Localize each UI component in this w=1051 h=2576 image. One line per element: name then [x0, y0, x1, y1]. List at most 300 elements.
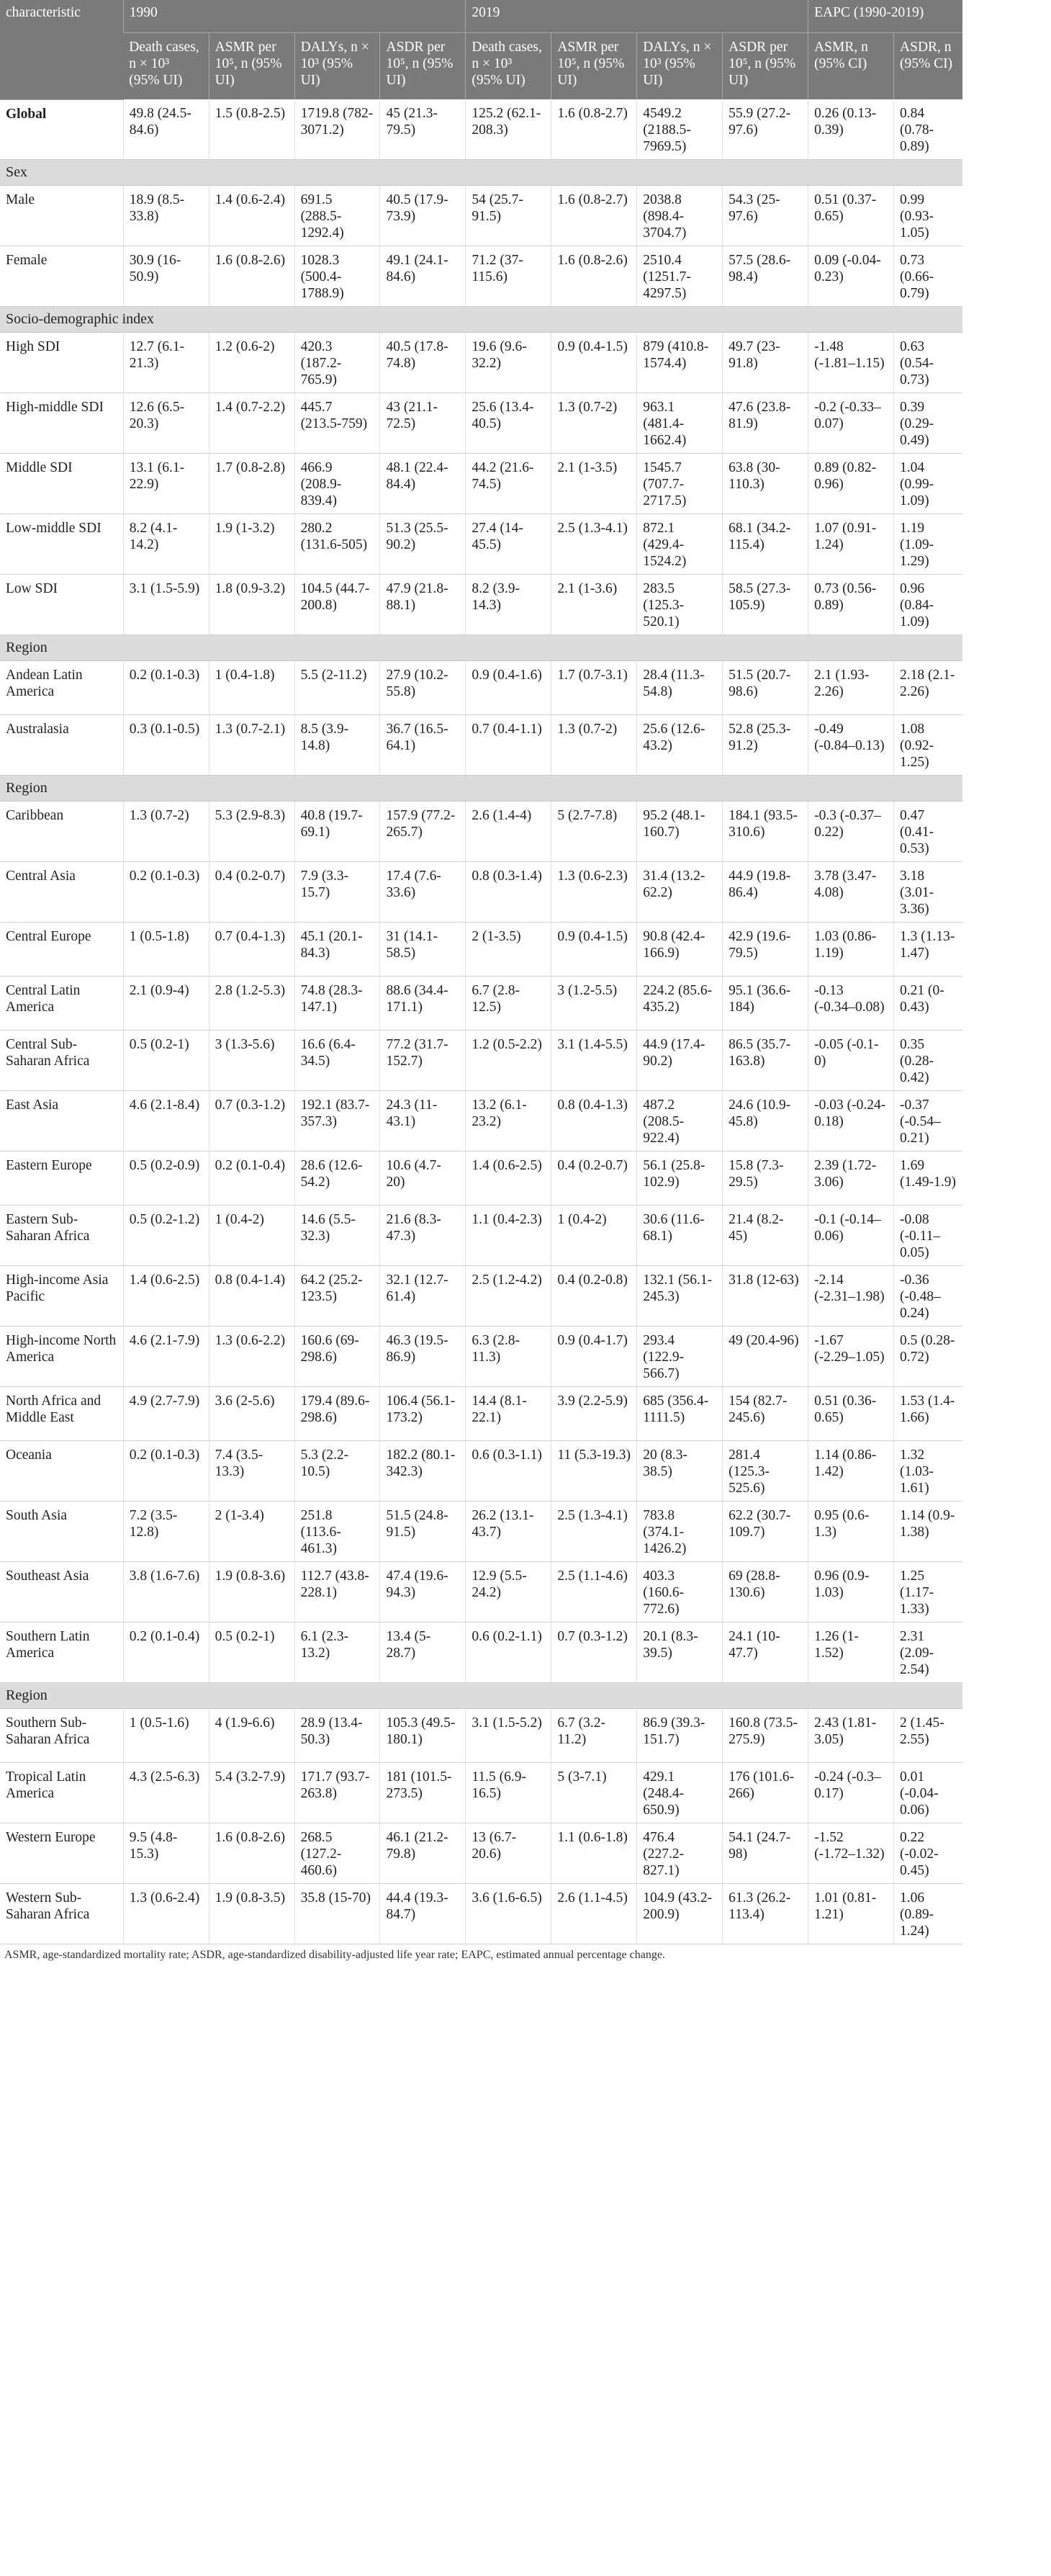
table-cell: 8.2 (4.1-14.2) [123, 514, 209, 575]
table-cell: 1.32 (1.03-1.61) [894, 1441, 962, 1502]
row-label: High SDI [0, 333, 123, 393]
table-row [0, 661, 1051, 715]
table-cell: 47.9 (21.8-88.1) [380, 575, 466, 635]
table-cell: 49.7 (23-91.8) [723, 333, 808, 393]
table-cell: 4.9 (2.7-7.9) [123, 1387, 209, 1441]
table-cell: 31.4 (13.2-62.2) [637, 862, 723, 923]
table-cell: 104.9 (43.2-200.9) [637, 1884, 723, 1944]
table-cell: 0.26 (0.13-0.39) [808, 99, 894, 160]
table-row [0, 454, 1051, 514]
section-title: Region [0, 776, 962, 802]
section-header-row [0, 635, 1051, 661]
table-cell: 61.3 (26.2-113.4) [723, 1884, 808, 1944]
table-cell: 1.3 (0.6-2.3) [551, 862, 637, 923]
table-row [0, 977, 1051, 1031]
table-cell: 88.6 (34.4-171.1) [380, 977, 466, 1031]
table-cell: 0.5 (0.2-1) [123, 1031, 209, 1091]
table-cell: 1719.8 (782-3071.2) [294, 99, 380, 160]
section-title: Socio-demographic index [0, 307, 962, 333]
table-cell: 17.4 (7.6-33.6) [380, 862, 466, 923]
header-deaths-1990: Death cases, n × 10³ (95% UI) [123, 33, 209, 100]
table-cell: 40.5 (17.9-73.9) [380, 186, 466, 246]
section-title: Region [0, 1683, 962, 1709]
table-cell: 0.35 (0.28-0.42) [894, 1031, 962, 1091]
table-row [0, 393, 1051, 454]
table-cell: -0.24 (-0.3–0.17) [808, 1763, 894, 1823]
row-label: Eastern Sub-Saharan Africa [0, 1206, 123, 1266]
table-cell: 0.4 (0.2-0.7) [209, 862, 294, 923]
table-cell: 1.69 (1.49-1.9) [894, 1152, 962, 1206]
table-cell: 2.5 (1.3-4.1) [551, 1502, 637, 1562]
table-cell: 2.6 (1.1-4.5) [551, 1884, 637, 1944]
table-cell: 0.8 (0.3-1.4) [466, 862, 551, 923]
table-cell: 179.4 (89.6-298.6) [294, 1387, 380, 1441]
table-cell: 6.1 (2.3-13.2) [294, 1623, 380, 1683]
table-cell: 1 (0.5-1.6) [123, 1709, 209, 1763]
row-label: Australasia [0, 715, 123, 776]
table-cell: 30.6 (11.6-68.1) [637, 1206, 723, 1266]
table-row [0, 514, 1051, 575]
table-cell: 1.9 (0.8-3.5) [209, 1884, 294, 1944]
table-cell: 95.2 (48.1-160.7) [637, 802, 723, 862]
row-label: Central Latin America [0, 977, 123, 1031]
table-cell: 5 (3-7.1) [551, 1763, 637, 1823]
table-cell: 783.8 (374.1-1426.2) [637, 1502, 723, 1562]
table-cell: 2.1 (1-3.5) [551, 454, 637, 514]
table-cell: 2.5 (1.3-4.1) [551, 514, 637, 575]
table-cell: 0.09 (-0.04-0.23) [808, 246, 894, 307]
table-cell: 2.39 (1.72-3.06) [808, 1152, 894, 1206]
table-cell: 0.9 (0.4-1.5) [551, 923, 637, 977]
table-cell: 879 (410.8-1574.4) [637, 333, 723, 393]
table-cell: 5.3 (2.9-8.3) [209, 802, 294, 862]
table-cell: 69 (28.8-130.6) [723, 1562, 808, 1623]
table-cell: 52.8 (25.3-91.2) [723, 715, 808, 776]
table-cell: 251.8 (113.6-461.3) [294, 1502, 380, 1562]
table-cell: -0.1 (-0.14–0.06) [808, 1206, 894, 1266]
table-cell: 1 (0.4-1.8) [209, 661, 294, 715]
header-eapc: EAPC (1990-2019) [808, 0, 962, 33]
table-cell: 0.73 (0.56-0.89) [808, 575, 894, 635]
table-row [0, 1031, 1051, 1091]
table-cell: 14.4 (8.1-22.1) [466, 1387, 551, 1441]
table-cell: 14.6 (5.5-32.3) [294, 1206, 380, 1266]
table-row [0, 923, 1051, 977]
table-cell: 0.01 (-0.04-0.06) [894, 1763, 962, 1823]
table-cell: 112.7 (43.8-228.1) [294, 1562, 380, 1623]
table-cell: 1.3 (0.7-2) [551, 715, 637, 776]
table-cell: 0.96 (0.9-1.03) [808, 1562, 894, 1623]
table-cell: 40.5 (17.8-74.8) [380, 333, 466, 393]
table-cell: 49.1 (24.1-84.6) [380, 246, 466, 307]
table-cell: 43 (21.1-72.5) [380, 393, 466, 454]
table-cell: 1.3 (0.6-2.2) [209, 1327, 294, 1387]
table-cell: 55.9 (27.2-97.6) [723, 99, 808, 160]
table-cell: -0.05 (-0.1-0) [808, 1031, 894, 1091]
table-cell: 0.47 (0.41-0.53) [894, 802, 962, 862]
row-label: Caribbean [0, 802, 123, 862]
table-cell: 157.9 (77.2-265.7) [380, 802, 466, 862]
table-cell: -1.48 (-1.81–1.15) [808, 333, 894, 393]
table-cell: 31 (14.1-58.5) [380, 923, 466, 977]
table-cell: 45 (21.3-79.5) [380, 99, 466, 160]
table-cell: 1.25 (1.17-1.33) [894, 1562, 962, 1623]
header-dalys-1990: DALYs, n × 10³ (95% UI) [294, 33, 380, 100]
table-cell: 56.1 (25.8-102.9) [637, 1152, 723, 1206]
table-cell: 429.1 (248.4-650.9) [637, 1763, 723, 1823]
table-cell: 1.6 (0.8-2.7) [551, 99, 637, 160]
table-cell: 0.2 (0.1-0.3) [123, 1441, 209, 1502]
table-cell: 403.3 (160.6-772.6) [637, 1562, 723, 1623]
table-cell: 2 (1-3.4) [209, 1502, 294, 1562]
table-cell: 48.1 (22.4-84.4) [380, 454, 466, 514]
row-label: North Africa and Middle East [0, 1387, 123, 1441]
table-cell: 31.8 (12-63) [723, 1266, 808, 1327]
table-cell: 21.4 (8.2-45) [723, 1206, 808, 1266]
table-cell: 49.8 (24.5-84.6) [123, 99, 209, 160]
table-cell: 7.2 (3.5-12.8) [123, 1502, 209, 1562]
table-cell: 44.9 (19.8-86.4) [723, 862, 808, 923]
table-row [0, 1152, 1051, 1206]
table-cell: 1.5 (0.8-2.5) [209, 99, 294, 160]
table-cell: 1.6 (0.8-2.6) [209, 246, 294, 307]
table-cell: 54.1 (24.7-98) [723, 1823, 808, 1884]
table-cell: 0.8 (0.4-1.3) [551, 1091, 637, 1152]
table-cell: 6.7 (3.2-11.2) [551, 1709, 637, 1763]
table-cell: 1.6 (0.8-2.6) [209, 1823, 294, 1884]
table-cell: 18.9 (8.5-33.8) [123, 186, 209, 246]
table-cell: 2.6 (1.4-4) [466, 802, 551, 862]
table-row [0, 1884, 1051, 1944]
table-cell: 3.1 (1.5-5.9) [123, 575, 209, 635]
table-cell: 44.2 (21.6-74.5) [466, 454, 551, 514]
table-cell: 9.5 (4.8-15.3) [123, 1823, 209, 1884]
table-cell: 0.5 (0.2-0.9) [123, 1152, 209, 1206]
row-label: Global [0, 99, 123, 160]
table-cell: 13 (6.7-20.6) [466, 1823, 551, 1884]
table-cell: 6.7 (2.8-12.5) [466, 977, 551, 1031]
row-label: Oceania [0, 1441, 123, 1502]
table-cell: 20 (8.3-38.5) [637, 1441, 723, 1502]
table-cell: 1.03 (0.86-1.19) [808, 923, 894, 977]
header-1990: 1990 [123, 0, 466, 33]
table-row [0, 1441, 1051, 1502]
table-row [0, 1562, 1051, 1623]
table-cell: 3 (1.2-5.5) [551, 977, 637, 1031]
row-label: Eastern Europe [0, 1152, 123, 1206]
table-cell: 3.18 (3.01-3.36) [894, 862, 962, 923]
row-label: Male [0, 186, 123, 246]
table-cell: 45.1 (20.1-84.3) [294, 923, 380, 977]
table-cell: 13.4 (5-28.7) [380, 1623, 466, 1683]
row-label: Central Europe [0, 923, 123, 977]
table-cell: 46.3 (19.5-86.9) [380, 1327, 466, 1387]
table-cell: 86.9 (39.3-151.7) [637, 1709, 723, 1763]
table-cell: 4.3 (2.5-6.3) [123, 1763, 209, 1823]
table-row [0, 333, 1051, 393]
table-cell: 0.3 (0.1-0.5) [123, 715, 209, 776]
table-cell: 4.6 (2.1-7.9) [123, 1327, 209, 1387]
table-cell: 28.9 (13.4-50.3) [294, 1709, 380, 1763]
table-cell: 11 (5.3-19.3) [551, 1441, 637, 1502]
table-cell: 1 (0.5-1.8) [123, 923, 209, 977]
table-cell: 1.1 (0.4-2.3) [466, 1206, 551, 1266]
table-cell: 1.3 (0.7-2) [551, 393, 637, 454]
table-cell: 1.07 (0.91-1.24) [808, 514, 894, 575]
table-cell: 293.4 (122.9-566.7) [637, 1327, 723, 1387]
table-cell: 1.4 (0.7-2.2) [209, 393, 294, 454]
table-cell: 0.39 (0.29-0.49) [894, 393, 962, 454]
table-row [0, 862, 1051, 923]
header-2019: 2019 [466, 0, 808, 33]
table-cell: 64.2 (25.2-123.5) [294, 1266, 380, 1327]
row-label: Southeast Asia [0, 1562, 123, 1623]
section-header-row [0, 307, 1051, 333]
table-cell: -0.2 (-0.33–0.07) [808, 393, 894, 454]
table-cell: 8.5 (3.9-14.8) [294, 715, 380, 776]
table-cell: 44.9 (17.4-90.2) [637, 1031, 723, 1091]
table-row [0, 1709, 1051, 1763]
table-cell: 0.6 (0.3-1.1) [466, 1441, 551, 1502]
table-cell: 0.96 (0.84-1.09) [894, 575, 962, 635]
header-asmr-1990: ASMR per 10⁵, n (95% UI) [209, 33, 294, 100]
header-asmr-2019: ASMR per 10⁵, n (95% UI) [551, 33, 637, 100]
row-label: Tropical Latin America [0, 1763, 123, 1823]
table-cell: 691.5 (288.5-1292.4) [294, 186, 380, 246]
table-cell: 1.7 (0.8-2.8) [209, 454, 294, 514]
table-cell: 24.1 (10-47.7) [723, 1623, 808, 1683]
table-cell: 8.2 (3.9-14.3) [466, 575, 551, 635]
table-cell: 51.5 (20.7-98.6) [723, 661, 808, 715]
table-cell: -1.52 (-1.72–1.32) [808, 1823, 894, 1884]
row-label: Western Europe [0, 1823, 123, 1884]
table-cell: 1.1 (0.6-1.8) [551, 1823, 637, 1884]
table-cell: 0.63 (0.54-0.73) [894, 333, 962, 393]
table-cell: 280.2 (131.6-505) [294, 514, 380, 575]
table-body [0, 99, 1051, 1944]
table-cell: -0.13 (-0.34–0.08) [808, 977, 894, 1031]
table-cell: 13.1 (6.1-22.9) [123, 454, 209, 514]
table-row [0, 802, 1051, 862]
table-cell: 42.9 (19.6-79.5) [723, 923, 808, 977]
table-cell: 27.4 (14-45.5) [466, 514, 551, 575]
table-cell: 1.2 (0.5-2.2) [466, 1031, 551, 1091]
table-cell: 487.2 (208.5-922.4) [637, 1091, 723, 1152]
table-row [0, 1387, 1051, 1441]
table-cell: 51.5 (24.8-91.5) [380, 1502, 466, 1562]
table-cell: 21.6 (8.3-47.3) [380, 1206, 466, 1266]
section-header-row [0, 776, 1051, 802]
table-cell: 15.8 (7.3-29.5) [723, 1152, 808, 1206]
table-row [0, 1327, 1051, 1387]
table-cell: 192.1 (83.7-357.3) [294, 1091, 380, 1152]
table-cell: 685 (356.4-1111.5) [637, 1387, 723, 1441]
table-cell: -1.67 (-2.29–1.05) [808, 1327, 894, 1387]
table-cell: 5.5 (2-11.2) [294, 661, 380, 715]
table-cell: 2.31 (2.09-2.54) [894, 1623, 962, 1683]
row-label: High-income North America [0, 1327, 123, 1387]
table-cell: -0.08 (-0.11–0.05) [894, 1206, 962, 1266]
table-cell: 0.5 (0.28-0.72) [894, 1327, 962, 1387]
table-cell: -0.03 (-0.24-0.18) [808, 1091, 894, 1152]
table-cell: 0.9 (0.4-1.6) [466, 661, 551, 715]
table-cell: 2.43 (1.81-3.05) [808, 1709, 894, 1763]
table-cell: 5 (2.7-7.8) [551, 802, 637, 862]
table-row [0, 1502, 1051, 1562]
table-cell: 1.3 (0.7-2.1) [209, 715, 294, 776]
table-footnote: ASMR, age-standardized mortality rate; ASDR, age-standardized disability-adjusted life year rate; EAPC, estimated annual percentage change. [4, 1949, 665, 1961]
table-row [0, 1763, 1051, 1823]
table-cell: 6.3 (2.8-11.3) [466, 1327, 551, 1387]
table-cell: 1.53 (1.4-1.66) [894, 1387, 962, 1441]
table-cell: 1.9 (1-3.2) [209, 514, 294, 575]
table-cell: 1.8 (0.9-3.2) [209, 575, 294, 635]
table-cell: 0.7 (0.4-1.3) [209, 923, 294, 977]
table-cell: 1.19 (1.09-1.29) [894, 514, 962, 575]
header-deaths-2019: Death cases, n × 10³ (95% UI) [466, 33, 551, 100]
table-cell: 184.1 (93.5-310.6) [723, 802, 808, 862]
table-cell: 0.4 (0.2-0.7) [551, 1152, 637, 1206]
table-row [0, 1823, 1051, 1884]
row-label: Female [0, 246, 123, 307]
table-cell: -0.3 (-0.37–0.22) [808, 802, 894, 862]
table-cell: 1.7 (0.7-3.1) [551, 661, 637, 715]
table-cell: 1.6 (0.8-2.7) [551, 186, 637, 246]
table-cell: 24.6 (10.9-45.8) [723, 1091, 808, 1152]
table-cell: 86.5 (35.7-163.8) [723, 1031, 808, 1091]
table-cell: 0.2 (0.1-0.3) [123, 661, 209, 715]
table-cell: 3.78 (3.47-4.08) [808, 862, 894, 923]
table-cell: 0.8 (0.4-1.4) [209, 1266, 294, 1327]
row-label: Low-middle SDI [0, 514, 123, 575]
table-cell: 1.6 (0.8-2.6) [551, 246, 637, 307]
table-cell: 47.4 (19.6-94.3) [380, 1562, 466, 1623]
table-cell: 160.6 (69-298.6) [294, 1327, 380, 1387]
table-cell: 2.1 (1-3.6) [551, 575, 637, 635]
table-cell: 2.1 (1.93-2.26) [808, 661, 894, 715]
table-cell: 44.4 (19.3-84.7) [380, 1884, 466, 1944]
table-cell: 16.6 (6.4-34.5) [294, 1031, 380, 1091]
table-row [0, 1623, 1051, 1683]
table-cell: 171.7 (93.7-263.8) [294, 1763, 380, 1823]
table-cell: 132.1 (56.1-245.3) [637, 1266, 723, 1327]
row-label: High-income Asia Pacific [0, 1266, 123, 1327]
table-cell: -0.37 (-0.54–0.21) [894, 1091, 962, 1152]
row-label: Southern Sub-Saharan Africa [0, 1709, 123, 1763]
table-cell: 0.73 (0.66-0.79) [894, 246, 962, 307]
table-cell: 25.6 (12.6-43.2) [637, 715, 723, 776]
table-cell: 19.6 (9.6-32.2) [466, 333, 551, 393]
section-title: Sex [0, 160, 962, 186]
table-cell: 68.1 (34.2-115.4) [723, 514, 808, 575]
table-cell: 445.7 (213.5-759) [294, 393, 380, 454]
table-cell: 0.51 (0.36-0.65) [808, 1387, 894, 1441]
table-cell: 0.2 (0.1-0.4) [123, 1623, 209, 1683]
table-cell: 106.4 (56.1-173.2) [380, 1387, 466, 1441]
table-cell: 95.1 (36.6-184) [723, 977, 808, 1031]
section-header-row [0, 1683, 1051, 1709]
table-cell: 32.1 (12.7-61.4) [380, 1266, 466, 1327]
table-cell: 466.9 (208.9-839.4) [294, 454, 380, 514]
table-cell: 4.6 (2.1-8.4) [123, 1091, 209, 1152]
table-cell: 27.9 (10.2-55.8) [380, 661, 466, 715]
table-cell: 1028.3 (500.4-1788.9) [294, 246, 380, 307]
table-cell: 2 (1.45-2.55) [894, 1709, 962, 1763]
table-cell: 1545.7 (707.7-2717.5) [637, 454, 723, 514]
table-cell: 283.5 (125.3-520.1) [637, 575, 723, 635]
table-cell: 63.8 (30-110.3) [723, 454, 808, 514]
table-cell: 1.3 (0.7-2) [123, 802, 209, 862]
table-row [0, 1206, 1051, 1266]
table-cell: 2.5 (1.1-4.6) [551, 1562, 637, 1623]
table-cell: 74.8 (28.3-147.1) [294, 977, 380, 1031]
table-cell: 58.5 (27.3-105.9) [723, 575, 808, 635]
table-cell: 2 (1-3.5) [466, 923, 551, 977]
table-cell: 872.1 (429.4-1524.2) [637, 514, 723, 575]
table-row [0, 715, 1051, 776]
table-cell: 77.2 (31.7-152.7) [380, 1031, 466, 1091]
table-cell: 1.3 (1.13-1.47) [894, 923, 962, 977]
table-cell: 57.5 (28.6-98.4) [723, 246, 808, 307]
table-cell: 105.3 (49.5-180.1) [380, 1709, 466, 1763]
table-row [0, 186, 1051, 246]
table-cell: 125.2 (62.1-208.3) [466, 99, 551, 160]
row-label: Low SDI [0, 575, 123, 635]
header-eapc-asdr: ASDR, n (95% CI) [894, 33, 962, 100]
table-cell: 0.4 (0.2-0.8) [551, 1266, 637, 1327]
table-cell: 4 (1.9-6.6) [209, 1709, 294, 1763]
table-cell: 20.1 (8.3-39.5) [637, 1623, 723, 1683]
table-cell: 0.2 (0.1-0.4) [209, 1152, 294, 1206]
table-cell: 1 (0.4-2) [551, 1206, 637, 1266]
table-cell: 1.04 (0.99-1.09) [894, 454, 962, 514]
table-cell: 176 (101.6-266) [723, 1763, 808, 1823]
row-label: South Asia [0, 1502, 123, 1562]
table-cell: 51.3 (25.5-90.2) [380, 514, 466, 575]
table-cell: 0.5 (0.2-1) [209, 1623, 294, 1683]
table-cell: 0.7 (0.3-1.2) [551, 1623, 637, 1683]
table-cell: 476.4 (227.2-827.1) [637, 1823, 723, 1884]
table-cell: 12.6 (6.5-20.3) [123, 393, 209, 454]
table-cell: 2038.8 (898.4-3704.7) [637, 186, 723, 246]
row-label: Middle SDI [0, 454, 123, 514]
section-header-row [0, 160, 1051, 186]
table-cell: 3 (1.3-5.6) [209, 1031, 294, 1091]
row-label: East Asia [0, 1091, 123, 1152]
table-cell: 7.9 (3.3-15.7) [294, 862, 380, 923]
header-asdr-2019: ASDR per 10⁵, n (95% UI) [723, 33, 808, 100]
table-cell: 0.5 (0.2-1.2) [123, 1206, 209, 1266]
table-cell: 5.4 (3.2-7.9) [209, 1763, 294, 1823]
table-cell: 35.8 (15-70) [294, 1884, 380, 1944]
table-cell: 28.4 (11.3-54.8) [637, 661, 723, 715]
table-cell: 0.7 (0.4-1.1) [466, 715, 551, 776]
table-cell: 0.9 (0.4-1.7) [551, 1327, 637, 1387]
table-cell: 28.6 (12.6-54.2) [294, 1152, 380, 1206]
table-cell: 25.6 (13.4-40.5) [466, 393, 551, 454]
table-cell: 420.3 (187.2-765.9) [294, 333, 380, 393]
table-cell: 104.5 (44.7-200.8) [294, 575, 380, 635]
table-cell: 3.1 (1.4-5.5) [551, 1031, 637, 1091]
table-cell: 1.4 (0.6-2.4) [209, 186, 294, 246]
table-cell: 0.6 (0.2-1.1) [466, 1623, 551, 1683]
header-asdr-1990: ASDR per 10⁵, n (95% UI) [380, 33, 466, 100]
table-row [0, 1091, 1051, 1152]
table-cell: 10.6 (4.7-20) [380, 1152, 466, 1206]
table-cell: 1 (0.4-2) [209, 1206, 294, 1266]
table-cell: 0.22 (-0.02-0.45) [894, 1823, 962, 1884]
table-header [0, 0, 1051, 99]
